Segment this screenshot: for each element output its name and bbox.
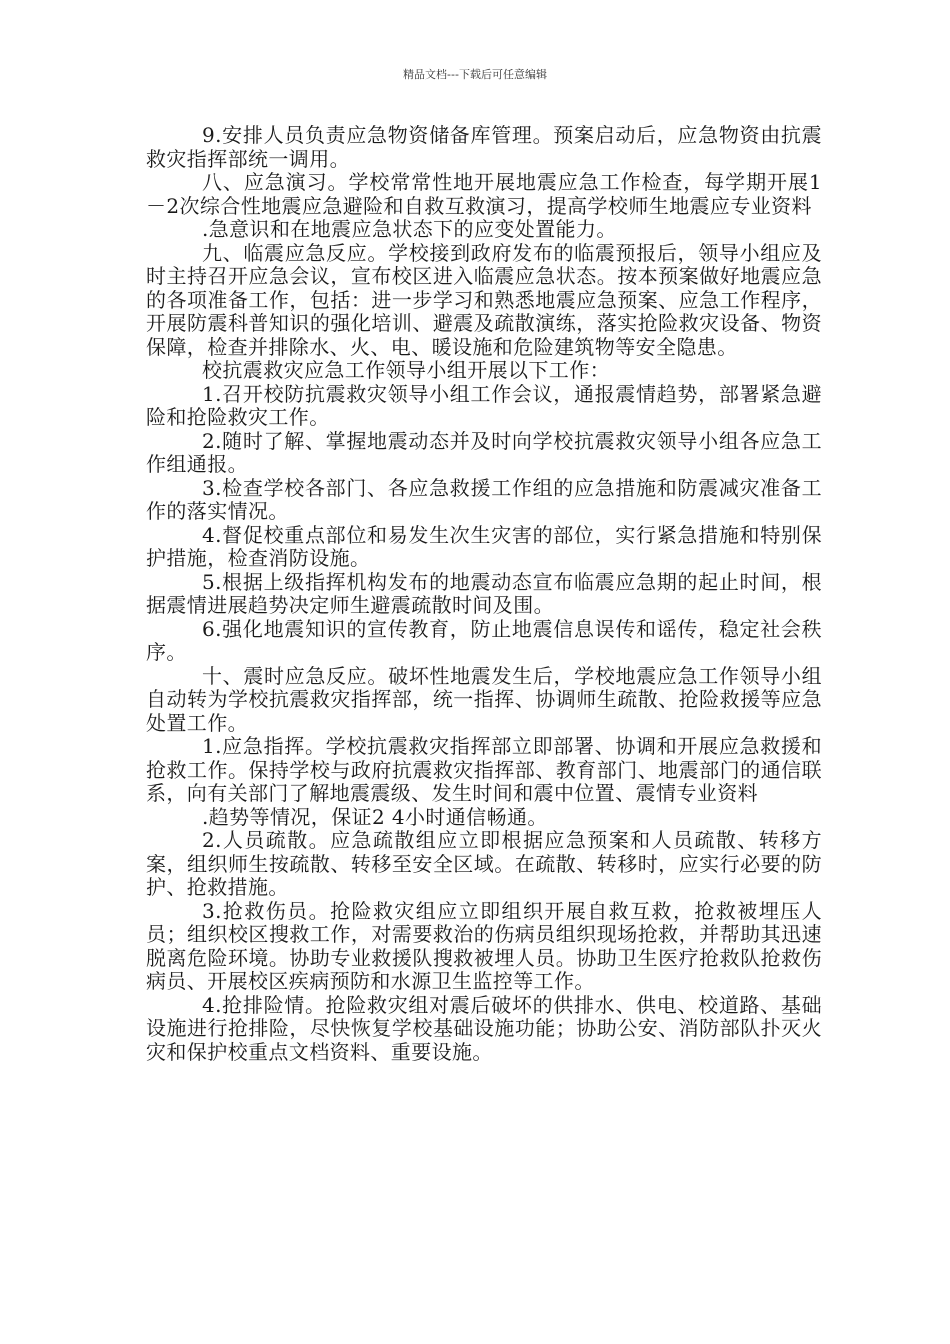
document-body	[146, 124, 822, 1064]
paragraph: .趋势等情况，保证2 4小时通信畅通。	[202, 804, 548, 829]
paragraph: 4.抢排险情。抢险救灾组对震后破坏的供排水、供电、校道路、基础设施进行抢排险，尽快恢复学校基础设施功能；协助公安、消防部队扑灭火灾和保护校重点文档资料、重要设施。	[146, 992, 822, 1064]
paragraph: 校抗震救灾应急工作领导小组开展以下工作：	[202, 358, 610, 382]
paragraph: 十、震时应急反应。破坏性地震发生后，学校地震应急工作领导小组自动转为学校抗震救灾指挥部，统一指挥、协调师生疏散、抢险救援等应急处置工作。	[146, 663, 822, 735]
paragraph: 2.人员疏散。应急疏散组应立即根据应急预案和人员疏散、转移方案，组织师生按疏散、转移至安全区域。在疏散、转移时，应实行必要的防护、抢救措施。	[146, 828, 822, 899]
paragraph: 3.抢救伤员。抢险救灾组应立即组织开展自救互救，抢救被埋压人员；组织校区搜救工作，对需要救治的伤病员组织现场抢救，并帮助其迅速脱离危险环境。协助专业救援队搜救被埋人员。协助卫生医疗抢救队抢救伤病员、开展校区疾病预防和水源卫生监控等工作。	[146, 898, 822, 993]
paragraph: 9.安排人员负责应急物资储备库管理。预案启动后，应急物资由抗震救灾指挥部统一调用。	[146, 123, 822, 171]
paragraph: 3.检查学校各部门、各应急救援工作组的应急措施和防震减灾准备工作的落实情况。	[146, 475, 822, 523]
paragraph: 九、临震应急反应。学校接到政府发布的临震预报后，领导小组应及时主持召开应急会议，宣布校区进入临震应急状态。按本预案做好地震应急的各项准备工作，包括：进一步学习和熟悉地震应急预案、应急工作程序，开展防震科普知识的强化培训、避震及疏散演练，落实抢险救灾设备、物资保障，检查并排除水、火、电、暖设施和危险建筑物等安全隐患。	[146, 240, 822, 359]
paragraph: 2.随时了解、掌握地震动态并及时向学校抗震救灾领导小组各应急工作组通报。	[146, 428, 822, 476]
paragraph: 6.强化地震知识的宣传教育，防止地震信息误传和谣传，稳定社会秩序。	[146, 616, 822, 664]
page-header: 精品文档---下载后可任意编辑	[403, 68, 547, 81]
paragraph: .急意识和在地震应急状态下的应变处置能力。	[202, 217, 617, 241]
paragraph: 5.根据上级指挥机构发布的地震动态宣布临震应急期的起止时间，根据震情进展趋势决定师生避震疏散时间及围。	[146, 569, 822, 617]
paragraph: 1.召开校防抗震救灾领导小组工作会议，通报震情趋势，部署紧急避险和抢险救灾工作。	[146, 381, 822, 429]
paragraph: 4.督促校重点部位和易发生次生灾害的部位，实行紧急措施和特别保护措施，检查消防设施。	[146, 522, 822, 570]
paragraph: 1.应急指挥。学校抗震救灾指挥部立即部署、协调和开展应急救援和抢救工作。保持学校与政府抗震救灾指挥部、教育部门、地震部门的通信联系，向有关部门了解地震震级、发生时间和震中位置、震情专业资料	[146, 734, 822, 805]
paragraph: 八、应急演习。学校常常性地开展地震应急工作检查，每学期开展1－2次综合性地震应急避险和自救互救演习，提高学校师生地震应专业资料	[146, 170, 822, 218]
